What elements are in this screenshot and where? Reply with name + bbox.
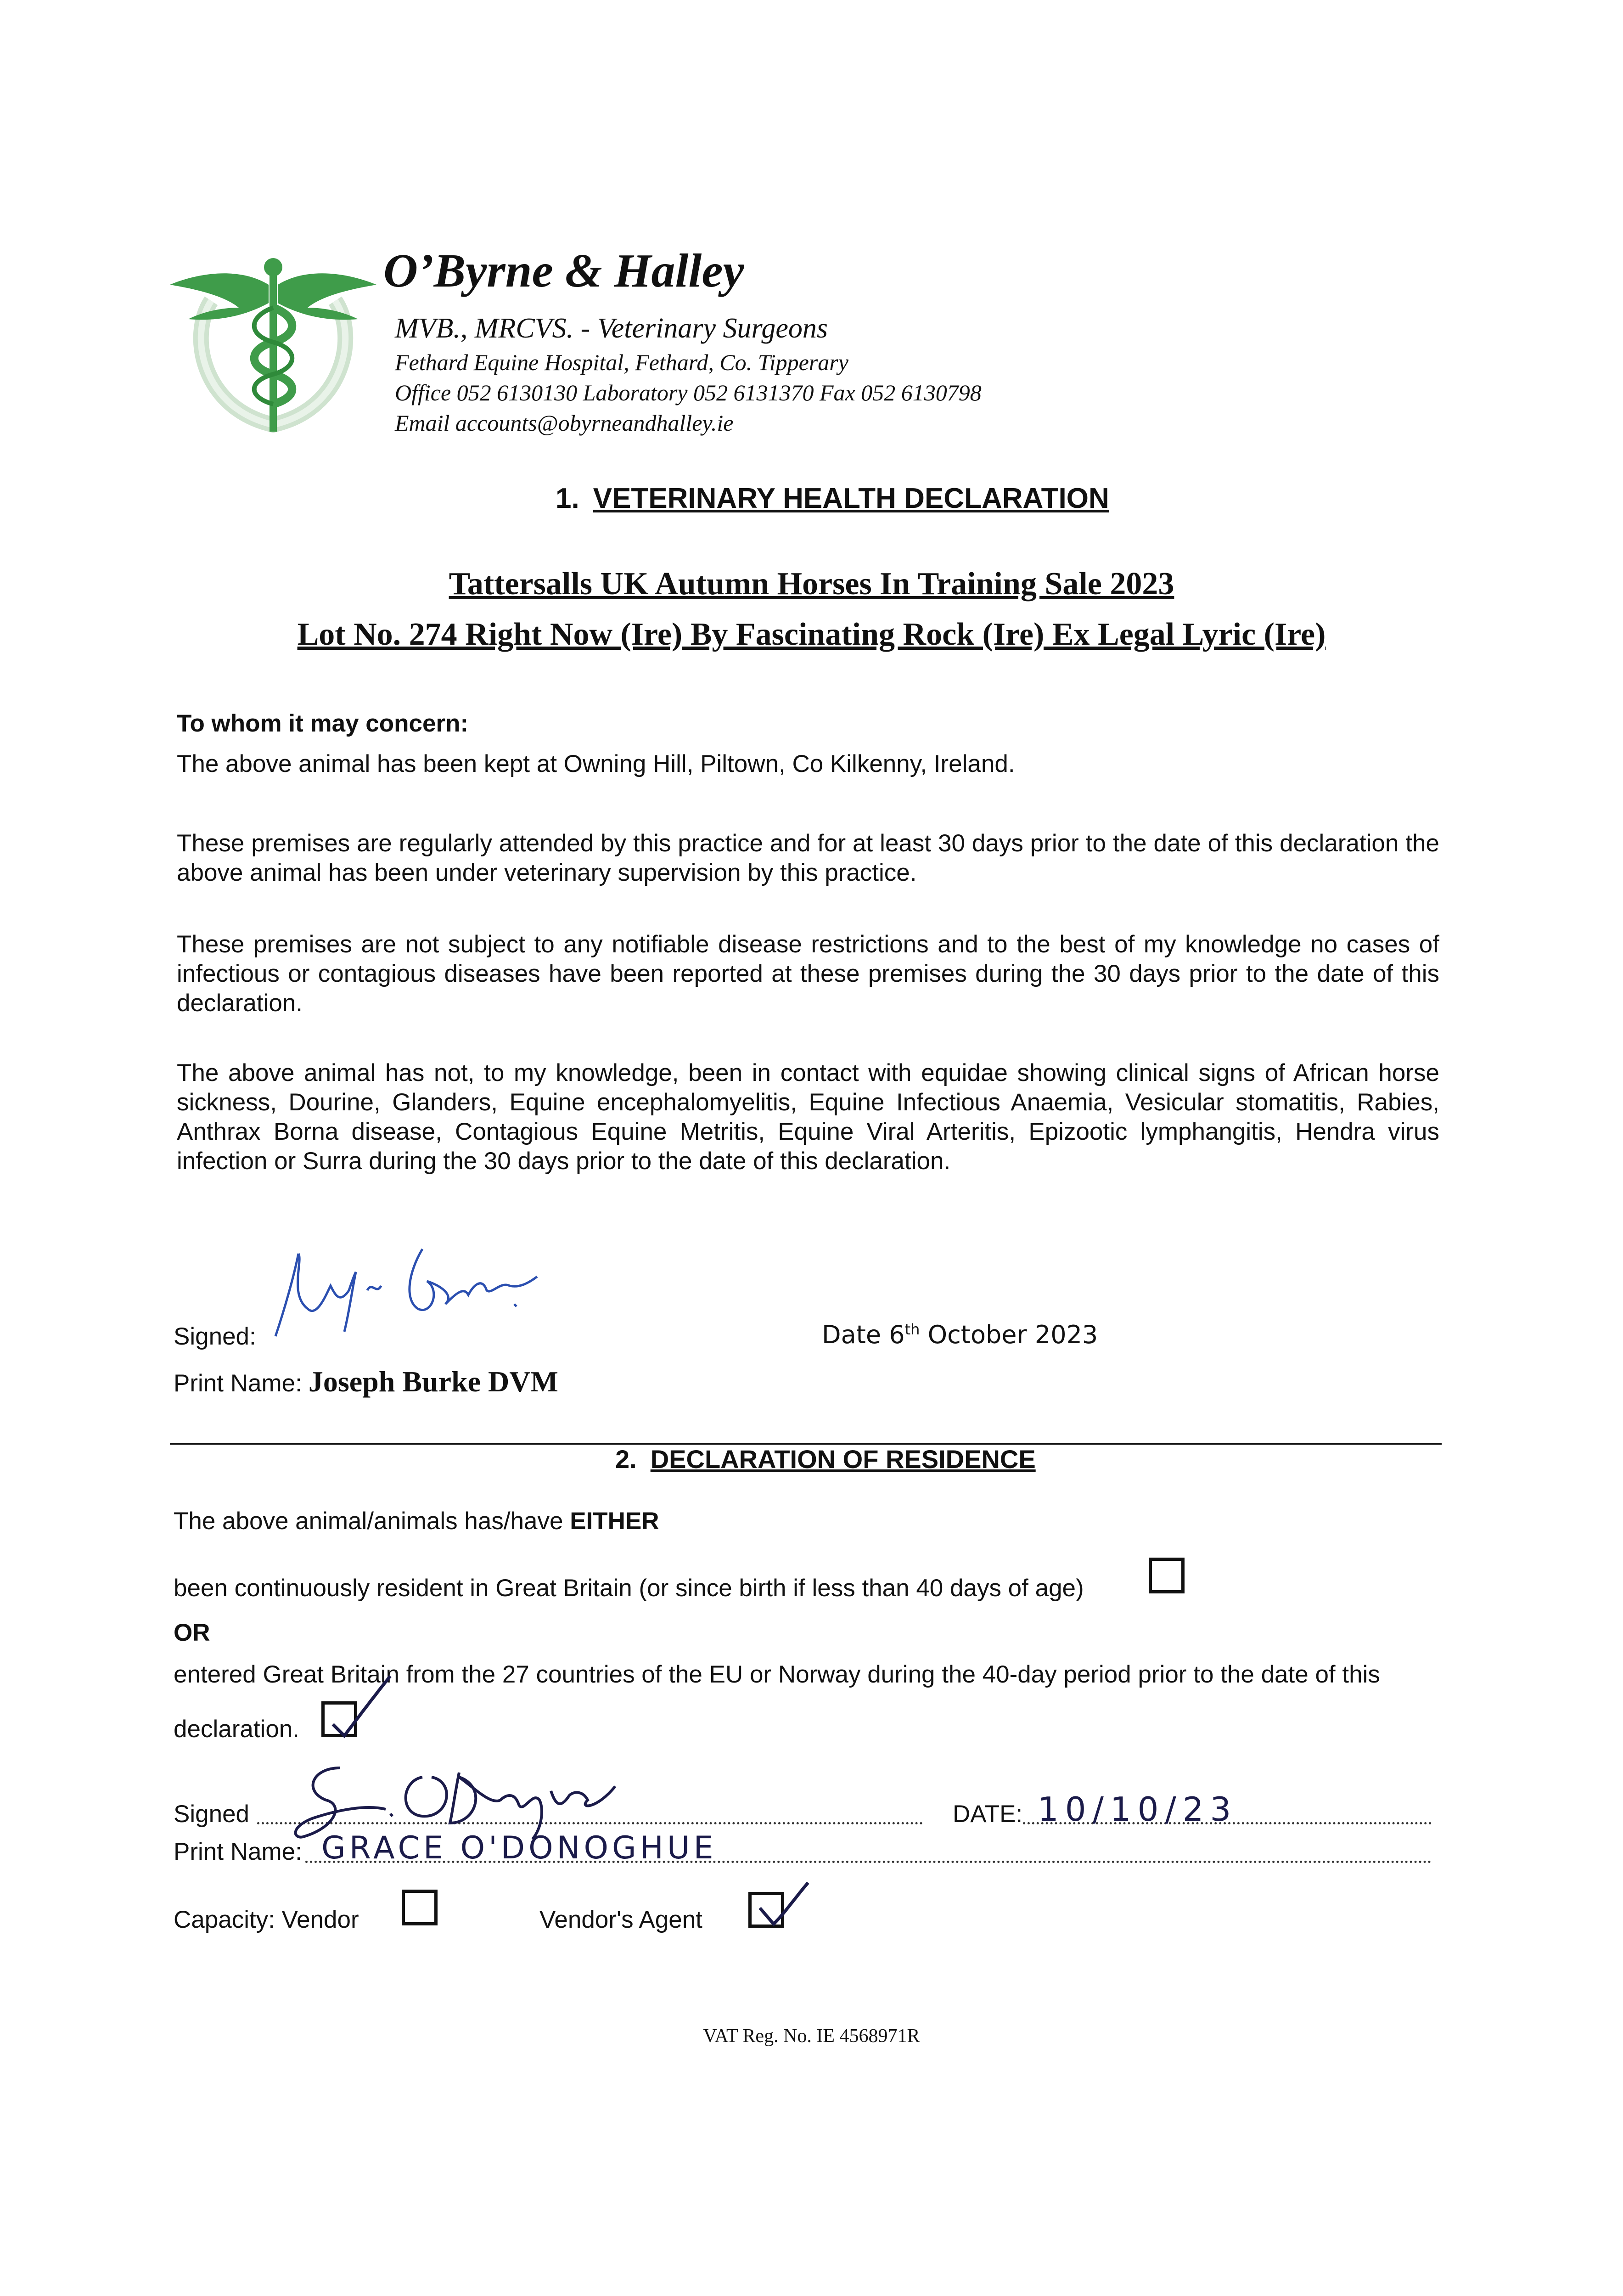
- option-entered-label-cont: declaration.: [174, 1716, 300, 1743]
- section1-print-name-label: Print Name:: [174, 1370, 302, 1397]
- residence-intro-prefix: The above animal/animals has/have: [174, 1508, 570, 1535]
- section1-date-sup: th: [904, 1321, 920, 1338]
- residence-intro: [174, 1507, 659, 1535]
- section1-heading: [556, 482, 1109, 515]
- section2-signed-label: Signed: [174, 1801, 250, 1828]
- section2-number: 2.: [615, 1445, 637, 1474]
- section1-number: 1.: [556, 483, 579, 514]
- firm-name: O’Byrne & Halley: [383, 244, 744, 297]
- section2-print-name-label: Print Name:: [174, 1838, 302, 1865]
- capacity-vendor-checkbox[interactable]: [402, 1890, 438, 1925]
- section1-date: [822, 1320, 1098, 1349]
- paragraph-premises: The above animal has been kept at Owning Hill, Piltown, Co Kilkenny, Ireland.: [177, 750, 1015, 777]
- firm-qualifications: MVB., MRCVS. - Veterinary Surgeons: [395, 313, 828, 344]
- section2-print-name-value: GRACE O'DONOGHUE: [321, 1830, 717, 1866]
- lot-line: Lot No. 274 Right Now (Ire) By Fascinating Rock (Ire) Ex Legal Lyric (Ire): [297, 617, 1326, 652]
- firm-email: Email accounts@obyrneandhalley.ie: [395, 410, 734, 436]
- residence-intro-either: EITHER: [570, 1508, 659, 1535]
- option-entered-label: entered Great Britain from the 27 countries of the EU or Norway during the 40-day period prior to the date of this: [174, 1661, 1380, 1688]
- salutation: To whom it may concern:: [177, 710, 469, 737]
- vat-number: VAT Reg. No. IE 4568971R: [703, 2026, 920, 2047]
- section1-print-name-value: Joseph Burke DVM: [308, 1365, 558, 1398]
- capacity-vendor-label: Capacity: Vendor: [174, 1906, 359, 1933]
- section1-signed-label: Signed:: [174, 1323, 256, 1350]
- vendor-signature: [285, 1759, 634, 1841]
- section1-date-rest: October 2023: [920, 1320, 1098, 1349]
- veterinarian-signature: [271, 1240, 546, 1345]
- section2-title: DECLARATION OF RESIDENCE: [650, 1445, 1036, 1474]
- section1-print-name: [174, 1365, 558, 1399]
- capacity-agent-label: Vendor's Agent: [539, 1906, 702, 1933]
- capacity-agent-checkmark-icon: [748, 1880, 813, 1931]
- or-label: OR: [174, 1619, 210, 1646]
- section1-date-label: Date 6: [822, 1320, 905, 1349]
- paragraph-no-restrictions: These premises are not subject to any notifiable disease restrictions and to the best of my knowledge no cases of infectious or contagious diseases have been reported at these premises during the 30 days prior to the date of this declaration.: [177, 931, 1439, 1017]
- sale-title: Tattersalls UK Autumn Horses In Training Sale 2023: [449, 566, 1174, 602]
- paragraph-supervision: These premises are regularly attended by this practice and for at least 30 days prior to the date of this declaration the above animal has been under veterinary supervision by this practice.: [177, 830, 1439, 886]
- firm-address: Fethard Equine Hospital, Fethard, Co. Tipperary: [395, 349, 848, 375]
- paragraph-no-contact: The above animal has not, to my knowledge, been in contact with equidae showing clinical signs of African horse sickness, Dourine, Glanders, Equine encephalomyelitis, Equine Infectious Anaemia, Vesicular stomatitis, Rabies, Anthrax Borna disease, Contagious Equine Metritis, Equine Viral Arteritis, Epizootic lymphangitis, Hendra virus infection or Surra during the 30 days prior to the date of this declaration.: [177, 1059, 1439, 1175]
- option-resident-label: been continuously resident in Great Britain (or since birth if less than 40 days of age): [174, 1575, 1084, 1602]
- section2-date-value: 10/10/23: [1038, 1790, 1238, 1829]
- option-resident-checkbox[interactable]: [1149, 1558, 1185, 1593]
- caduceus-horseshoe-logo: [170, 257, 376, 441]
- section1-title: VETERINARY HEALTH DECLARATION: [593, 483, 1109, 514]
- section2-date-label: DATE:: [953, 1801, 1023, 1828]
- firm-phones: Office 052 6130130 Laboratory 052 6131370 Fax 052 6130798: [395, 380, 982, 405]
- option-entered-checkmark-icon: [321, 1671, 395, 1740]
- section2-heading: [615, 1444, 1036, 1474]
